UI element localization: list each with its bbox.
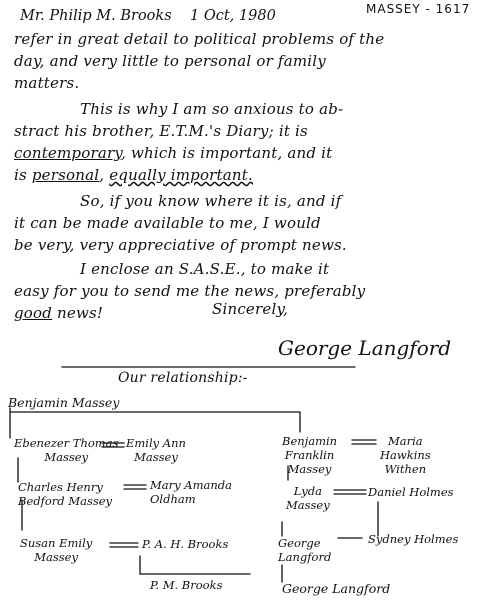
tree-person: Susan Emily Massey xyxy=(20,536,93,564)
body-line: stract his brother, E.T.M.'s Diary; it is xyxy=(14,122,308,140)
body-line: day, and very little to personal or family xyxy=(14,52,326,70)
underlined-word: good xyxy=(14,304,53,322)
underlined-word: contemporary xyxy=(14,144,122,162)
tree-person: P. A. H. Brooks xyxy=(142,537,229,551)
body-line: So, if you know where it is, and if xyxy=(80,192,342,210)
body-text: news! xyxy=(52,304,104,322)
tree-person: Maria Hawkins Withen xyxy=(380,434,431,476)
body-text: is xyxy=(14,166,32,184)
body-text: , xyxy=(99,166,110,184)
tree-person: Emily Ann Massey xyxy=(126,436,186,464)
signature: George Langford xyxy=(278,336,452,360)
recipient-name: Mr. Philip M. Brooks xyxy=(20,8,172,24)
file-code: MASSEY - 1617 xyxy=(366,2,471,16)
tree-person: Charles Henry Bedford Massey xyxy=(18,480,113,508)
tree-person: Benjamin Franklin Massey xyxy=(282,434,338,476)
tree-person: Mary Amanda Oldham xyxy=(150,478,232,506)
relationship-heading: Our relationship:- xyxy=(118,370,248,386)
tree-person: Lyda Massey xyxy=(286,484,330,512)
tree-person: Daniel Holmes xyxy=(368,485,454,499)
body-line: matters. xyxy=(14,74,80,92)
letter-date: 1 Oct, 1980 xyxy=(190,8,276,24)
tree-person: Ebenezer Thomas Massey xyxy=(14,436,119,464)
tree-person: George Langford xyxy=(282,581,391,596)
body-line: be very, very appreciative of prompt news. xyxy=(14,236,347,254)
body-line: I enclose an S.A.S.E., to make it xyxy=(80,260,330,278)
underlined-phrase: equally important. xyxy=(109,166,253,184)
body-line: refer in great detail to political problems of the xyxy=(14,30,385,48)
tree-person: Sydney Holmes xyxy=(368,532,459,546)
tree-person: P. M. Brooks xyxy=(150,578,223,592)
body-line: easy for you to send me the news, preferably xyxy=(14,282,366,300)
tree-person: George Langford xyxy=(278,536,332,564)
closing-salutation: Sincerely, xyxy=(212,300,289,318)
body-text: , which is important, and it xyxy=(121,144,333,162)
underlined-word: personal xyxy=(31,166,100,184)
body-line: it can be made available to me, I would xyxy=(14,214,321,232)
body-line: This is why I am so anxious to ab- xyxy=(80,100,344,118)
tree-root: Benjamin Massey xyxy=(8,395,120,410)
